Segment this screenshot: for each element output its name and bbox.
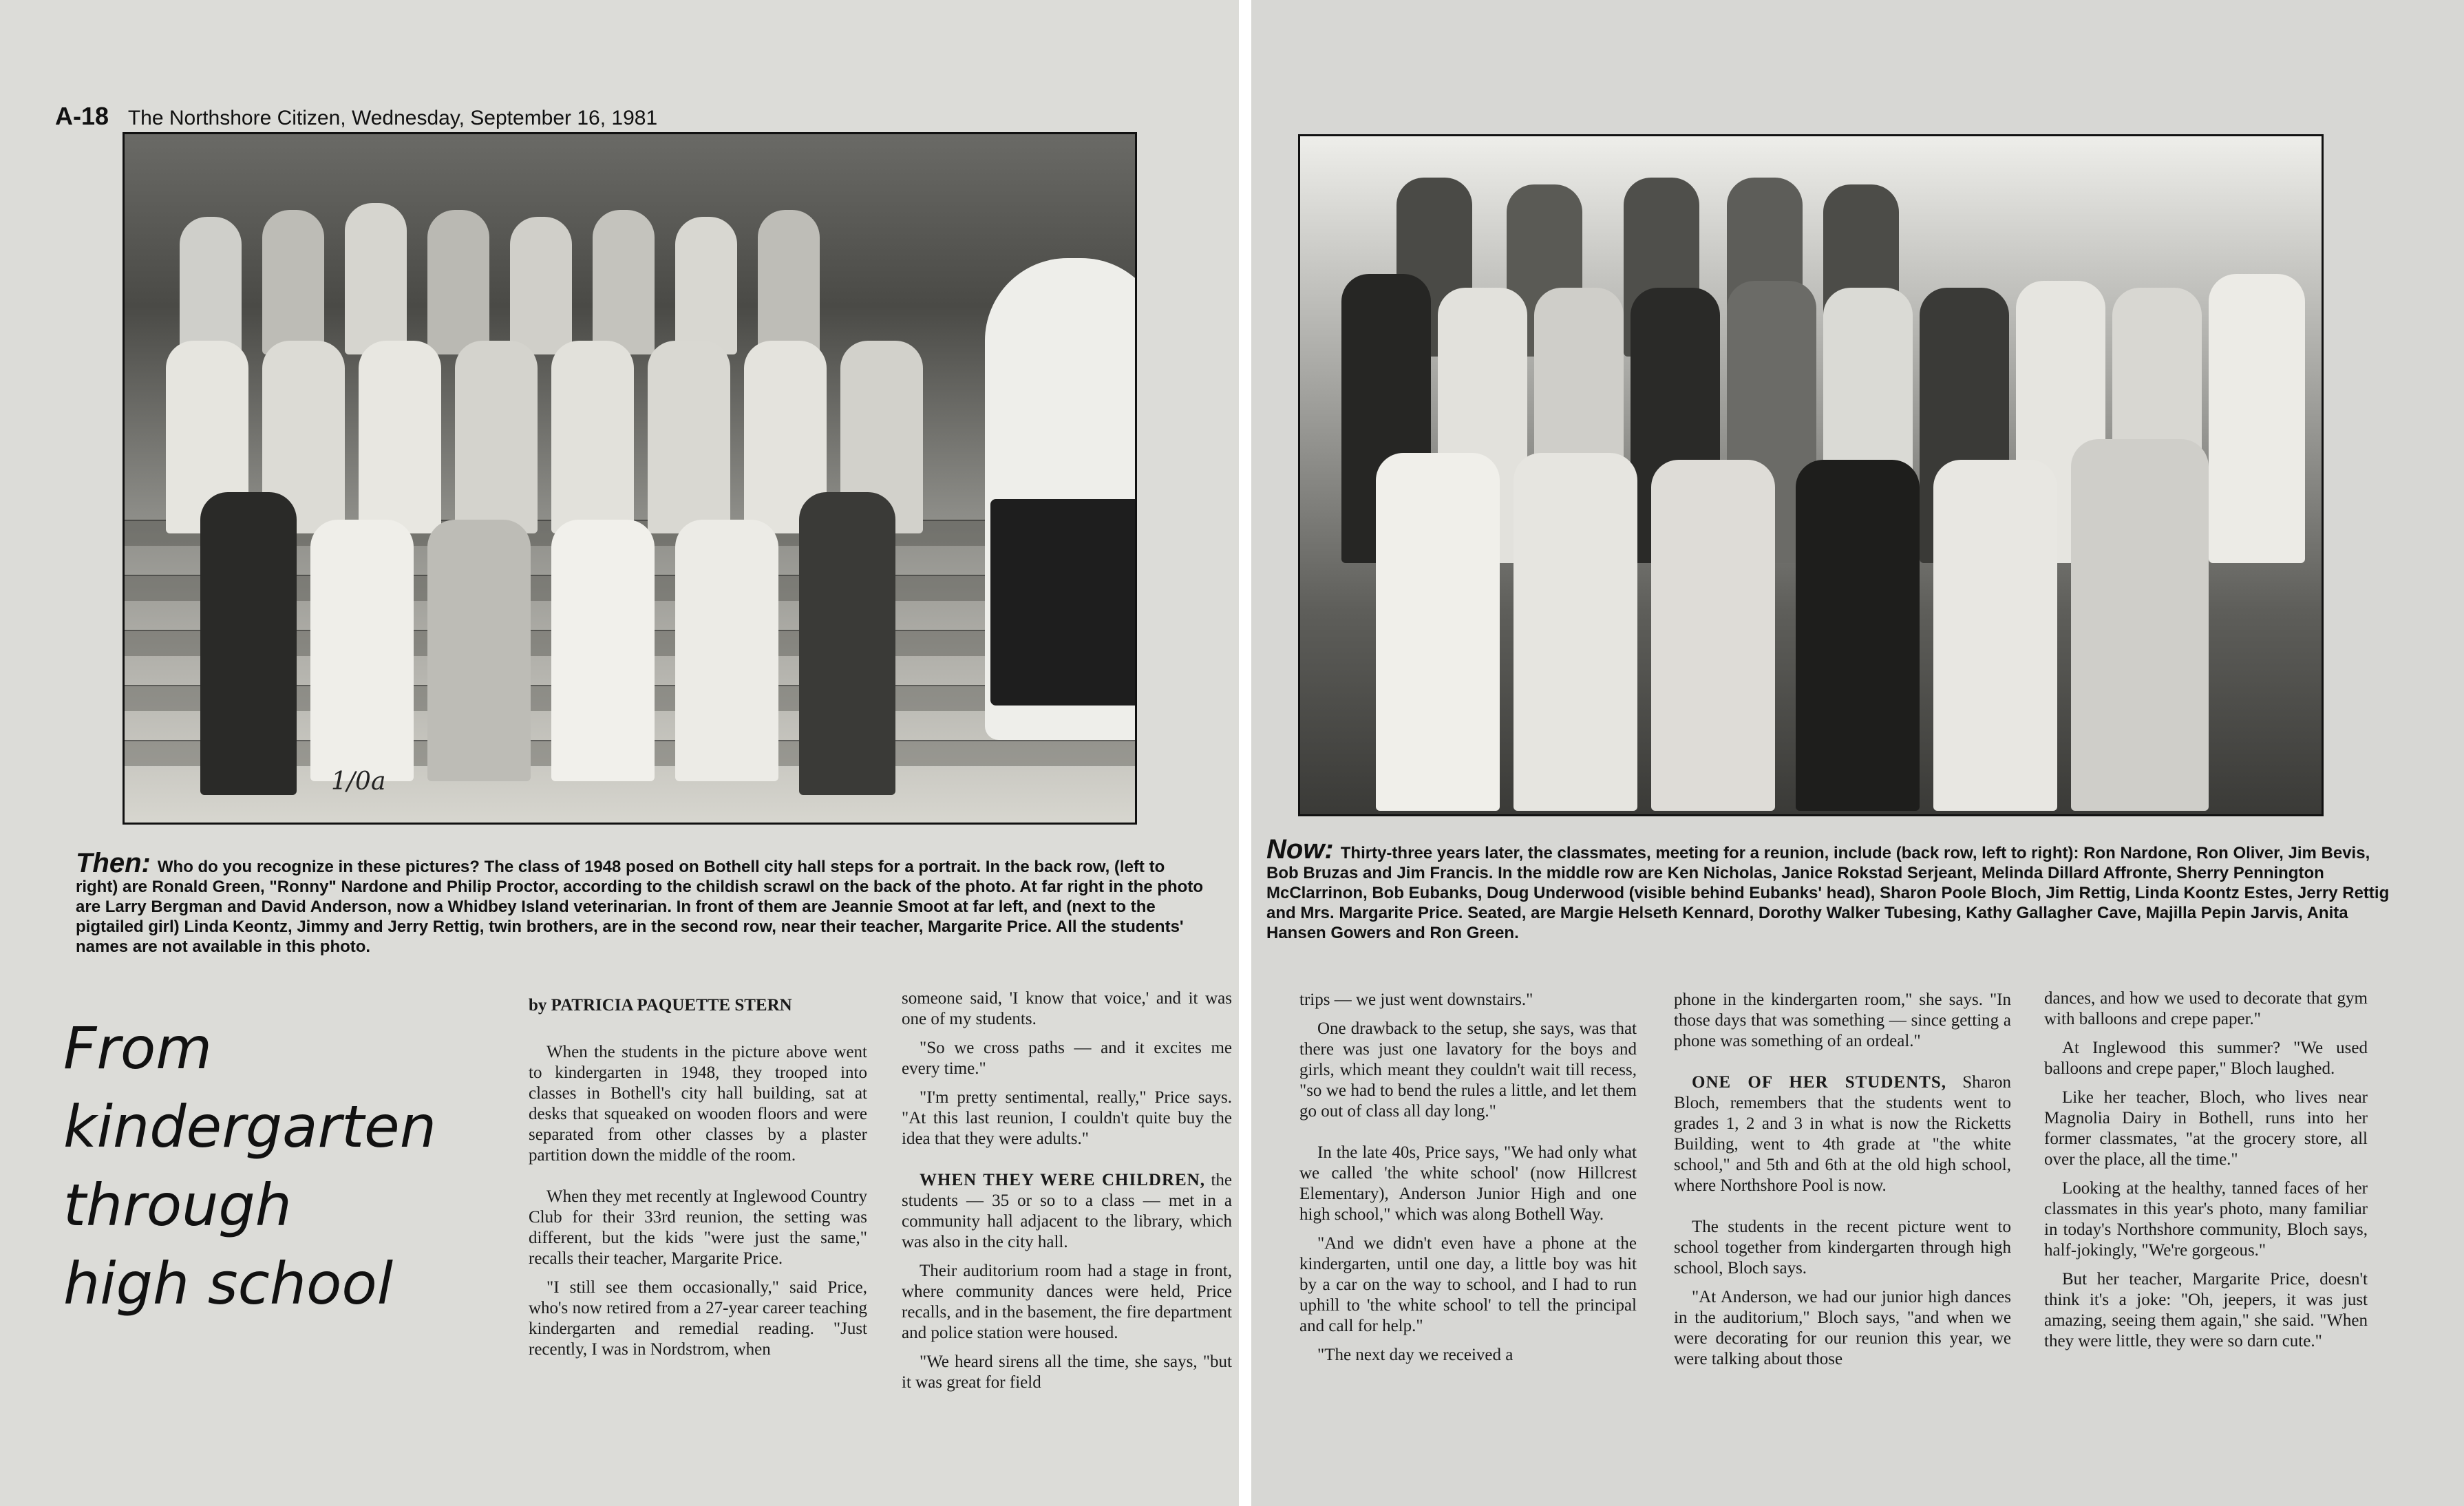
photo-caption-then [76, 848, 1204, 957]
article-column-4 [1674, 990, 2011, 1378]
caption-lead: Now: [1266, 834, 1334, 865]
paragraph: One drawback to the setup, she says, was that there was just one lavatory for the boys and girls, which meant they couldn't wait till recess, "so we had to bend the rules a little, and let them go out of class all day long." [1299, 1019, 1637, 1121]
paragraph: phone in the kindergarten room," she says. "In those days that was something — since getting a phone was something of an ordeal." [1674, 990, 2011, 1050]
paragraph: ONE OF HER STUDENTS, Sharon Bloch, remembers that the students went to grades 1, 2 and 3 in what is now the Ricketts Building, went to 4th grade at "the white school," and 5th and 6th at the old high school, where Northshore Pool is now. [1674, 1073, 2012, 1195]
headline-line: From [63, 1015, 213, 1082]
paragraph: In the late 40s, Price says, "We had only what we called 'the white school' (now Hillcrest Elementary), Anderson Junior High and one high school," which was along Bothell Way. [1299, 1143, 1637, 1224]
caption-text: Thirty-three years later, the classmates, meeting for a reunion, include (back row, left to right): Ron Nardone, Ron Oliver, Jim Bevis, Bob Bruzas and Jim Francis. In the middle row are Ken Nicholas, Janice Rokstad Serjeant, Melinda Dillard Affronte, Sherry Pennington McClarrinon, Bob Eubanks, Doug Underwood (visible behind Eubanks' head), Sharon Poole Bloch, Jim Rettig, Linda Koontz Estes, Jerry Rettig and Mrs. Margarite Price. Seated, are Margie Helseth Kennard, Dorothy Walker Tubesing, Kathy Gallagher Cave, Majilla Pepin Jarvis, Anita Hansen Gowers and Ron Green. [1266, 844, 2390, 942]
paragraph: At Inglewood this summer? "We used balloons and crepe paper," Bloch laughed. [2044, 1039, 2368, 1078]
paragraph: dances, and how we used to decorate that gym with balloons and crepe paper." [2044, 989, 2368, 1028]
page-header [55, 102, 657, 131]
paragraph: "I'm pretty sentimental, really," Price says. "At this last reunion, I couldn't quite buy the idea that they were adults." [902, 1088, 1232, 1148]
paragraph: "The next day we received a [1317, 1346, 1514, 1364]
masthead: The Northshore Citizen, Wednesday, September 16, 1981 [127, 107, 658, 129]
page-number: A-18 [55, 102, 109, 130]
paragraph: "I still see them occasionally," said Price, who's now retired from a 27-year career teaching kindergarten and remedial reading. "Just recently, I was in Nordstrom, when [529, 1278, 867, 1359]
headline-line: through [63, 1171, 292, 1239]
paragraph: "At Anderson, we had our junior high dances in the auditorium," Bloch says, "and when we were decorating for our reunion this year, we were talking about those [1674, 1288, 2011, 1368]
paragraph: When the students in the picture above went to kindergarten in 1948, they trooped into classes in Bothell's city hall building, sat at desks that squeaked on wooden floors and were separated from other classes by a plaster partition down the middle of the room. [529, 1043, 867, 1165]
article-column-1 [529, 995, 867, 1368]
subhead-caps: WHEN THEY WERE CHILDREN, [920, 1171, 1205, 1189]
paragraph: trips — we just went downstairs." [1299, 990, 1533, 1009]
class-photo-1948 [123, 132, 1137, 825]
article-column-3 [1299, 990, 1637, 1374]
paragraph: someone said, 'I know that voice,' and it was one of my students. [902, 989, 1232, 1028]
paragraph: Like her teacher, Bloch, who lives near Magnolia Dairy in Bothell, runs into her former classmates, "at the grocery store, all over the place, all the time." [2044, 1088, 2368, 1169]
article-headline [63, 1009, 504, 1323]
paragraph: "We heard sirens all the time, she says, "but it was great for field [902, 1353, 1232, 1392]
article-column-5 [2044, 988, 2368, 1360]
paragraph: But her teacher, Margarite Price, doesn't think it's a joke: "Oh, jeepers, it was just amazing, seeing them again," she said. "When they were little, they were so darn cute." [2044, 1270, 2368, 1350]
paragraph: When they met recently at Inglewood Country Club for their 33rd reunion, the setting was different, but the kids "were just the same," recalls their teacher, Margarite Price. [529, 1187, 867, 1268]
page-divider [1239, 0, 1251, 1506]
paragraph: "So we cross paths — and it excites me every time." [902, 1039, 1232, 1078]
right-newspaper-page [1251, 0, 2464, 1506]
paragraph: The students in the recent picture went to school together from kindergarten through high school, Bloch says. [1674, 1218, 2011, 1277]
paragraph: Their auditorium room had a stage in front, where community dances were held, Price recalls, and in the basement, the fire department and police station were housed. [902, 1262, 1232, 1342]
paragraph: "And we didn't even have a phone at the kindergarten, until one day, a little boy was hit by a car on the way to school, and I had to run uphill to 'the white school' to tell the principal and call for help." [1299, 1234, 1637, 1335]
handwritten-photo-number: 1/0a [331, 767, 386, 796]
paragraph: Looking at the healthy, tanned faces of her classmates in this year's photo, many familiar in today's Northshore community, Bloch says, half-jokingly, "We're gorgeous." [2044, 1179, 2368, 1260]
reunion-photo-1981 [1298, 134, 2324, 816]
photo-caption-now [1266, 834, 2395, 943]
caption-lead: Then: [76, 848, 151, 878]
headline-line: kindergarten [63, 1093, 436, 1160]
subhead-caps: ONE OF HER STUDENTS, [1692, 1073, 1946, 1092]
article-column-2 [902, 988, 1232, 1401]
headline-line: high school [63, 1250, 394, 1317]
caption-text: Who do you recognize in these pictures? The class of 1948 posed on Bothell city hall steps for a portrait. In the back row, (left to right) are Ronald Green, "Ronny" Nardone and Philip Proctor, according to the childish scrawl on the back of the photo. At far right in the photo are Larry Bergman and David Anderson, now a Whidbey Island veterinarian. In front of them are Jeannie Smoot at far left, and (next to the pigtailed girl) Linda Keontz, Jimmy and Jerry Rettig, twin brothers, are in the second row, near their teacher, Margarite Price. All the students' names are not available in this photo. [76, 858, 1203, 956]
byline: by PATRICIA PAQUETTE STERN [529, 996, 792, 1015]
paragraph: WHEN THEY WERE CHILDREN, the students — 35 or so to a class — met in a community hall adjacent to the library, which was also in the city hall. [902, 1171, 1232, 1251]
